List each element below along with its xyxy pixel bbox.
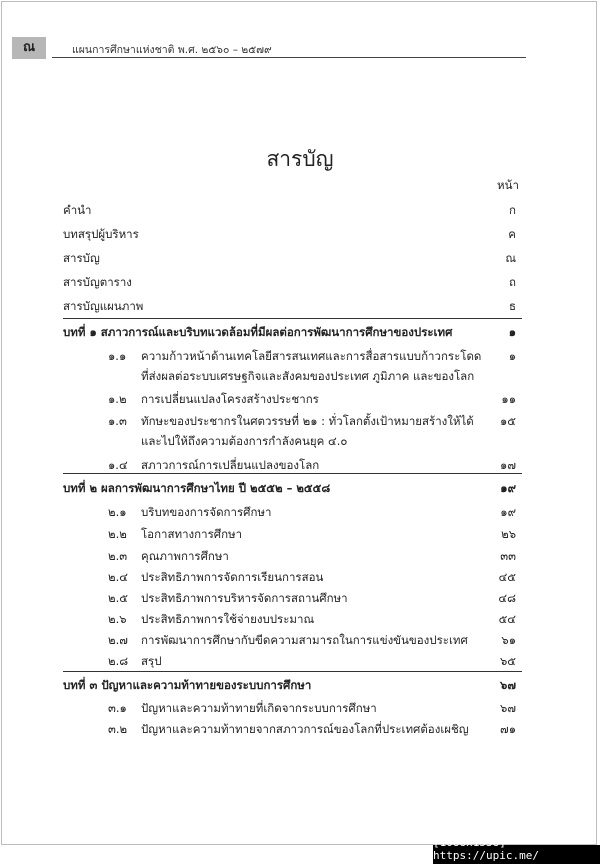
running-header <box>0 37 527 59</box>
section-number: ๓.๒ <box>108 722 128 736</box>
section-number: ๑.๒ <box>108 392 127 406</box>
front-matter-page: ณ <box>505 251 516 265</box>
section-page: ๕๔ <box>498 612 516 626</box>
section-title-line: ปัญหาและความท้าทายที่เกิดจากระบบการศึกษา <box>141 701 377 715</box>
section-title-line: ความก้าวหน้าด้านเทคโลยีสารสนเทศและการสื่อสารแบบก้าวกระโดด <box>141 349 482 363</box>
section-page: ๑๑ <box>501 392 516 406</box>
section-rule <box>63 318 522 319</box>
section-title-line: โอกาสทางการศึกษา <box>141 527 243 541</box>
section-page: ๑ <box>508 349 516 363</box>
section-number: ๒.๘ <box>108 654 129 668</box>
section-page: ๑๕ <box>499 414 516 428</box>
header-rule <box>52 57 526 58</box>
page-column-label: หน้า <box>497 178 519 192</box>
front-matter-label: สารบัญแผนภาพ <box>63 299 144 313</box>
section-page: ๒๖ <box>501 527 516 541</box>
section-title-line: บริบทของการจัดการศึกษา <box>141 505 272 519</box>
section-number: ๒.๔ <box>108 570 128 584</box>
front-matter-label: คำนำ <box>63 203 92 217</box>
section-page: ๔๘ <box>498 591 516 605</box>
section-rule <box>63 671 522 672</box>
front-matter-label: บทสรุปผู้บริหาร <box>63 227 139 241</box>
front-matter-page: ก <box>509 203 516 217</box>
chapter-page: ๖๗ <box>500 678 516 692</box>
chapter-heading: บทที่ ๓ ปัญหาและความท้าทายของระบบการศึกษา <box>63 678 312 692</box>
front-matter-page: ธ <box>508 299 516 313</box>
section-number: ๒.๗ <box>108 633 128 647</box>
section-rule <box>63 473 522 474</box>
section-page: ๓๓ <box>500 549 516 563</box>
section-title-line: การพัฒนาการศึกษากับขีดความสามารถในการแข่งขันของประเทศ <box>141 633 468 647</box>
section-title-line: ที่ส่งผลต่อระบบเศรษฐกิจและสังคมของประเทศ ภูมิภาค และของโลก <box>141 369 475 383</box>
section-page: ๗๑ <box>500 722 516 736</box>
page-title: สารบัญ <box>266 147 334 171</box>
section-title-line: ประสิทธิภาพการจัดการเรียนการสอน <box>141 570 324 584</box>
section-number: ๓.๑ <box>108 701 127 715</box>
section-number: ๑.๑ <box>108 349 127 363</box>
section-title-line: ประสิทธิภาพการบริหารจัดการสถานศึกษา <box>141 591 348 605</box>
footer-watermark: [1088x1538] https://upic.me/ <box>433 836 539 862</box>
section-title-line: ทักษะของประชากรในศตวรรษที่ ๒๑ : ทั่วโลกตั้งเป้าหมายสร้างให้ได้ <box>141 414 474 428</box>
section-number: ๒.๕ <box>108 591 128 605</box>
section-number: ๑.๔ <box>108 458 128 472</box>
front-matter-page: ถ <box>509 275 516 289</box>
section-number: ๑.๓ <box>108 414 127 428</box>
section-number: ๒.๓ <box>108 549 128 563</box>
section-title-line: ประสิทธิภาพการใช้จ่ายงบประมาณ <box>141 612 315 626</box>
section-title-line: ปัญหาและความท้าทายจากสภาวการณ์ของโลกที่ประเทศต้องเผชิญ <box>141 722 469 736</box>
section-page: ๑๙ <box>500 505 516 519</box>
section-page: ๖๕ <box>499 654 516 668</box>
section-title-line: สรุป <box>141 654 162 668</box>
section-number: ๒.๒ <box>108 527 127 541</box>
section-number: ๒.๑ <box>108 505 127 519</box>
section-title-line: สภาวการณ์การเปลี่ยนแปลงของโลก <box>141 458 320 472</box>
chapter-heading: บทที่ ๒ ผลการพัฒนาการศึกษาไทย ปี ๒๕๕๒ – ๒๕๕๘ <box>63 481 331 495</box>
page-number-tab: ณ <box>12 37 46 59</box>
section-title-line: การเปลี่ยนแปลงโครงสร้างประชากร <box>141 392 319 406</box>
section-title-line: และไปให้ถึงความต้องการกำลังคนยุค ๔.๐ <box>141 434 348 448</box>
section-page: ๖๗ <box>500 701 516 715</box>
section-title-line: คุณภาพการศึกษา <box>141 549 229 563</box>
section-page: ๔๕ <box>498 570 516 584</box>
section-number: ๒.๖ <box>108 612 127 626</box>
running-title: แผนการศึกษาแห่งชาติ พ.ศ. ๒๕๖๐ – ๒๕๗๙ <box>72 44 272 56</box>
chapter-heading: บทที่ ๑ สภาวการณ์และบริบทแวดล้อมที่มีผลต่อการพัฒนาการศึกษาของประเทศ <box>63 325 453 339</box>
front-matter-page: ค <box>508 227 516 241</box>
front-matter-label: สารบัญ <box>63 251 100 265</box>
front-matter-label: สารบัญตาราง <box>63 275 132 289</box>
section-page: ๑๗ <box>500 458 516 472</box>
section-page: ๖๑ <box>501 633 516 647</box>
chapter-page: ๑๙ <box>500 481 516 495</box>
footer-bar <box>433 836 600 864</box>
chapter-page: ๑ <box>508 325 516 339</box>
